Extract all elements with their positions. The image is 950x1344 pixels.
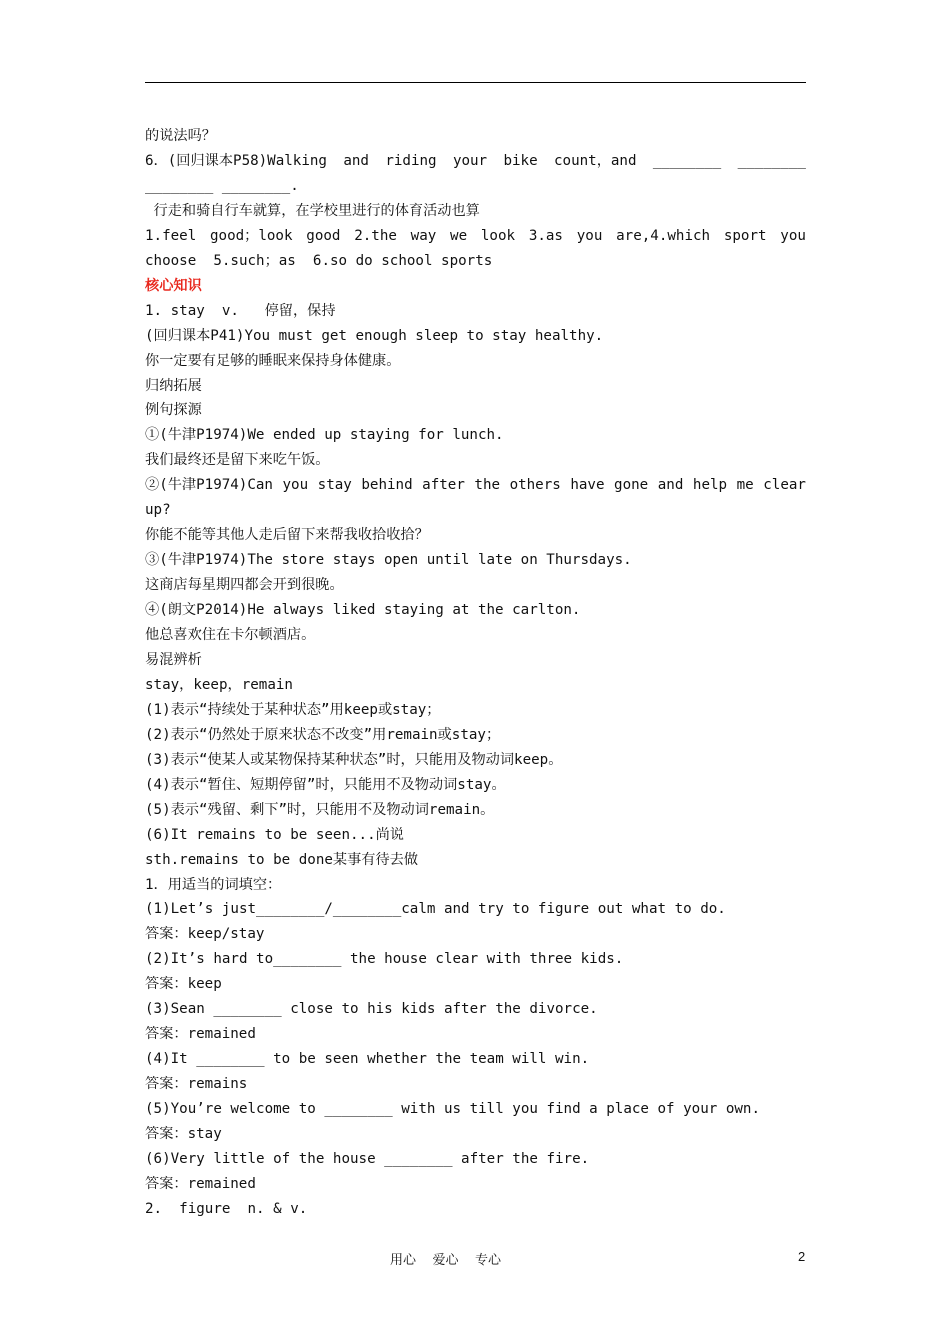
word: and (657, 477, 684, 494)
text-line: (5)表示“残留、剩下”时，只能用不及物动词remain。 (145, 801, 495, 818)
word: way (410, 227, 437, 244)
word: help (692, 477, 728, 494)
text-line: (4)It ________ to be seen whether the team will win. (145, 1051, 590, 1068)
text-line: choose 5.such；as 6.so do school sports (145, 252, 493, 269)
text-line: (3)表示“使某人或某物保持某种状态”时，只能用及物动词keep。 (145, 751, 563, 768)
word: ________ (737, 152, 806, 169)
text-line: 归纳拓展 (145, 377, 202, 394)
word: count，and (554, 152, 637, 169)
text-line: 答案：keep (145, 976, 222, 993)
text-line: 的说法吗？ (145, 128, 216, 144)
header-rule (145, 82, 806, 83)
word: stay (317, 477, 352, 494)
text-line: (5)You’re welcome to ________ with us till you find a place of your own. (145, 1101, 760, 1117)
word: others (509, 477, 561, 494)
word: the (474, 477, 501, 494)
text-line: (6)It remains to be seen...尚说 (145, 826, 404, 843)
text-line: 答案：remains (145, 1076, 248, 1093)
word: 6．(回归课本P58)Walking (145, 152, 327, 169)
text-line: ________ ________. (145, 177, 299, 194)
word: after (422, 477, 465, 494)
word: you (282, 477, 309, 494)
text-line: (4)表示“暂住、短期停留”时，只能用不及物动词stay。 (145, 776, 506, 793)
word: your (452, 152, 488, 169)
text-line: 你能不能等其他人走后留下来帮我收拾收拾？ (145, 527, 429, 544)
word: you (780, 227, 806, 244)
word: we (450, 227, 468, 244)
word: 2.the (354, 227, 397, 244)
text-line: 你一定要有足够的睡眠来保持身体健康。 (145, 352, 401, 369)
text-line: 答案：remained (145, 1175, 256, 1192)
text-line: 1．用适当的词填空： (145, 876, 282, 893)
word: ②(牛津P1974)Can (145, 477, 273, 494)
section-heading: 核心知识 (145, 277, 202, 294)
text-line: (1)表示“持续处于某种状态”用keep或stay； (145, 701, 441, 718)
word: look (480, 227, 516, 244)
word: clear (763, 477, 806, 494)
word: ________ (652, 152, 722, 169)
text-line: 这商店每星期四都会开到很晚。 (145, 577, 344, 594)
text-line: 答案：keep/stay (145, 926, 265, 943)
text-line: (2)表示“仍然处于原来状态不改变”用remain或stay； (145, 726, 501, 743)
text-line: (2)It’s hard to________ the house clear with three kids. (145, 951, 624, 968)
word: behind (361, 477, 413, 494)
text-line: ①(牛津P1974)We ended up staying for lunch. (145, 427, 504, 444)
text-line: 例句探源 (145, 402, 202, 419)
text-line: sth.remains to be done某事有待去做 (145, 851, 419, 868)
word: me (736, 477, 754, 494)
word: 3.as (528, 227, 563, 244)
text-line: (3)Sean ________ close to his kids after the divorce. (145, 1001, 598, 1018)
word: riding (385, 152, 437, 169)
footer-motto: 用心 爱心 专心 (390, 1253, 502, 1268)
text-line: 2. figure n. & v. (145, 1200, 308, 1217)
word: you (576, 227, 603, 244)
text-line: 我们最终还是留下来吃午饭。 (145, 452, 330, 469)
text-line: (回归课本P41)You must get enough sleep to stay healthy. (145, 327, 604, 344)
word: and (343, 152, 369, 169)
word: are,4.which (616, 227, 711, 244)
word: have (570, 477, 605, 494)
text-line: (1)Let’s just________/________calm and try to figure out what to do. (145, 901, 726, 918)
text-line: ④(朗文P2014)He always liked staying at the carlton. (145, 602, 581, 618)
word: good (306, 227, 341, 244)
word: sport (723, 227, 767, 244)
text-line (145, 226, 806, 246)
text-line: 答案：stay (145, 1126, 222, 1142)
word: 1.feel (145, 227, 197, 244)
text-line (145, 475, 806, 495)
text-line: 答案：remained (145, 1026, 256, 1043)
text-line: 1. stay v. 停留，保持 (145, 302, 336, 319)
text-line: 他总喜欢住在卡尔顿酒店。 (145, 627, 316, 643)
word: bike (503, 152, 538, 169)
text-line: up? (145, 502, 171, 519)
page-number: 2 (798, 1249, 806, 1264)
text-line: ③(牛津P1974)The store stays open until late on Thursdays. (145, 552, 632, 569)
word: gone (614, 477, 649, 494)
text-line: (6)Very little of the house ________ after the fire. (145, 1150, 590, 1167)
word: good；look (210, 227, 293, 244)
text-line: 易混辨析 (145, 651, 202, 668)
text-line: stay，keep，remain (145, 676, 293, 693)
text-line: 行走和骑自行车就算，在学校里进行的体育活动也算 (145, 202, 480, 219)
text-line (145, 151, 806, 171)
